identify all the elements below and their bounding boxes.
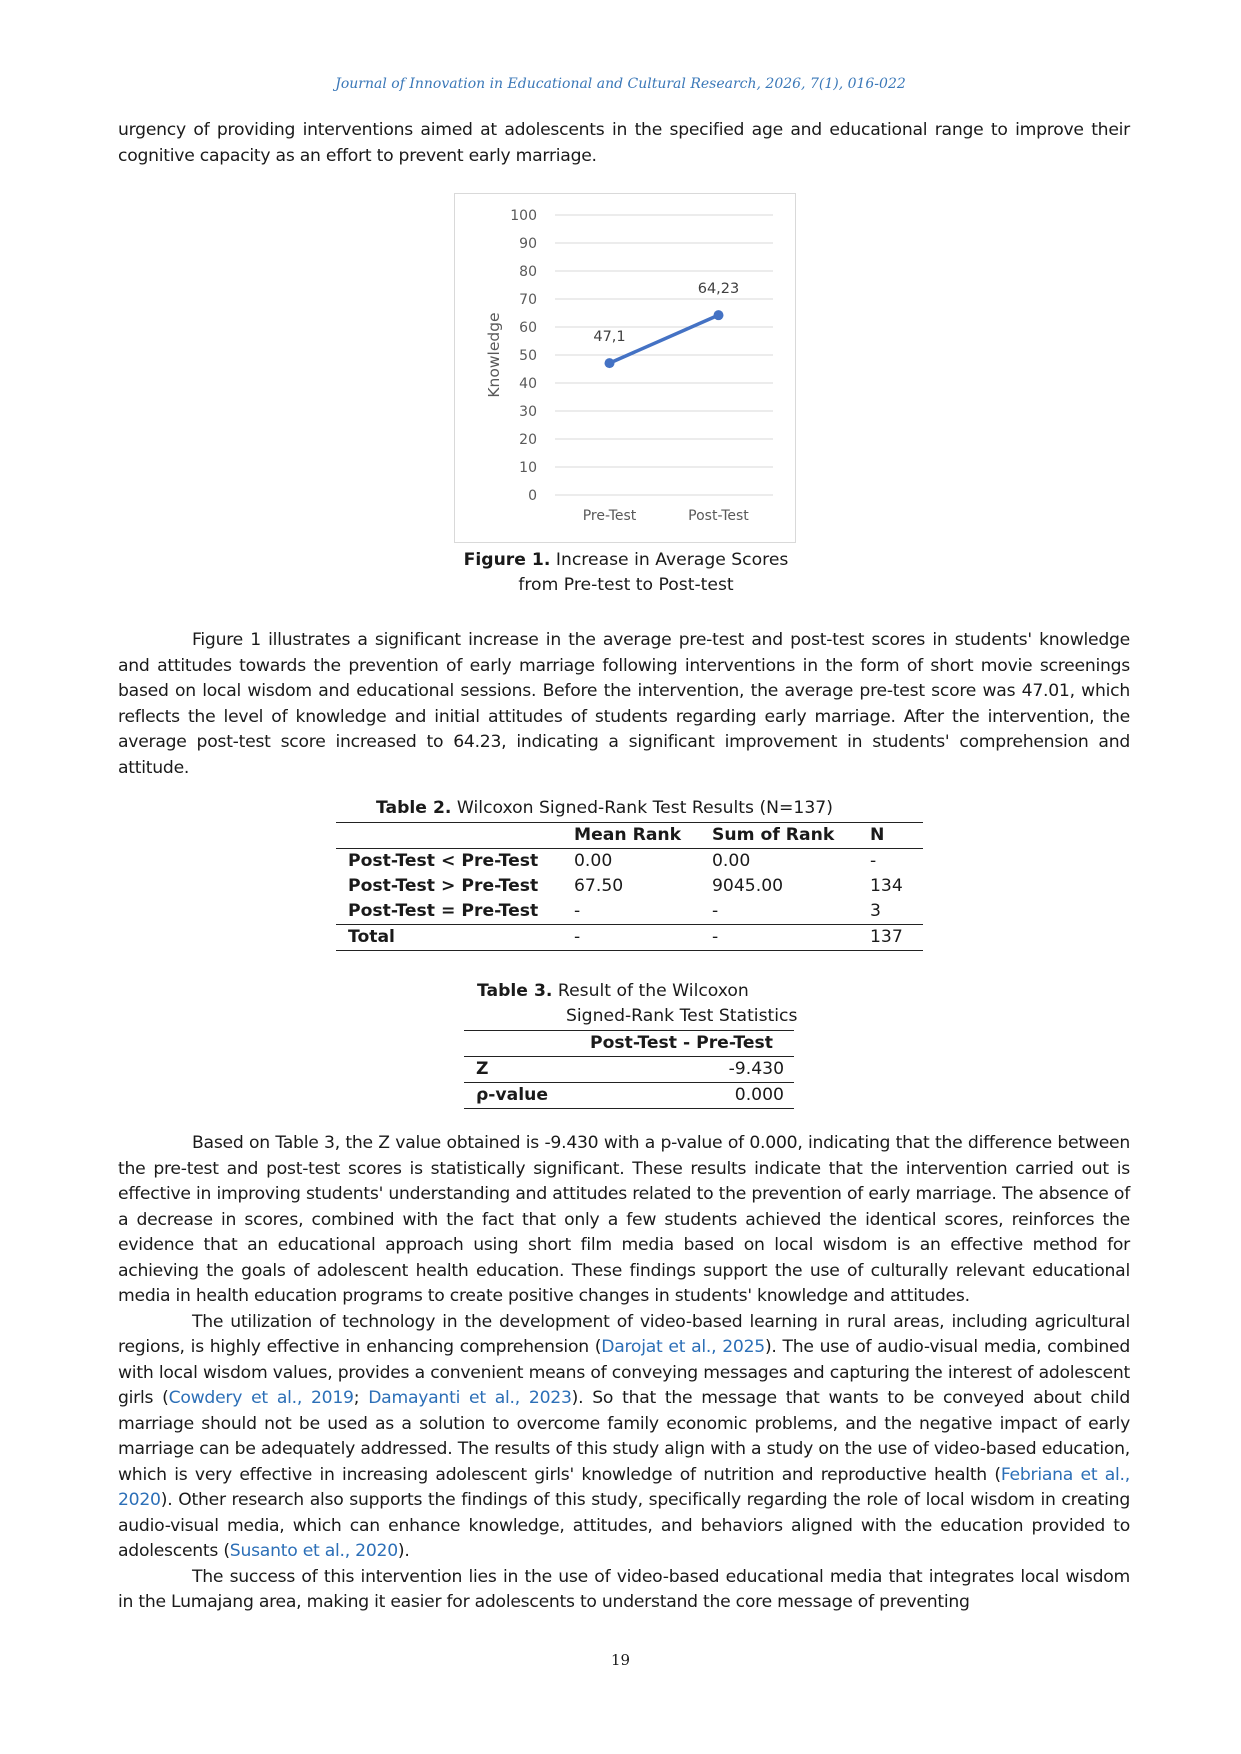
table2-cell: - (870, 851, 877, 871)
table2 (336, 822, 923, 951)
paragraph-figure-discussion (118, 628, 1130, 781)
series-line (610, 315, 719, 363)
data-point (714, 310, 724, 320)
table3-row-label: Z (464, 1057, 569, 1083)
figure1-caption (452, 548, 800, 598)
data-label: 64,23 (697, 281, 740, 298)
table-row-total (336, 925, 923, 951)
data-point (605, 358, 615, 368)
citation-link[interactable]: Darojat et al., 2025 (601, 1337, 765, 1357)
table-row (464, 1083, 794, 1109)
y-tick-label: 60 (519, 320, 537, 336)
table2-cell: - (712, 901, 719, 921)
table-row (336, 849, 923, 875)
paragraph-intro: urgency of providing interventions aimed at adolescents in the specified age and educational range to improve their cognitive capacity as an effort to prevent early marriage. (118, 120, 1130, 166)
table3-title-line1: Result of the Wilcoxon (557, 981, 749, 1001)
table2-cell: 137 (864, 925, 923, 951)
discussion-text (118, 1131, 1130, 1616)
table2-label: Table 2. (376, 798, 452, 818)
paragraph-text: The success of this intervention lies in the use of video-based educational media that integrates local wisdom in the Lumajang area, making it easier for adolescents to understand the core message of preventing (118, 1566, 1130, 1612)
table2-cell: 9045.00 (712, 876, 784, 896)
table2-header-cell: N (864, 823, 923, 849)
table3-row-label: ρ-value (476, 1085, 549, 1105)
table2-cell: 0.00 (574, 851, 613, 871)
table3-title-line2: Signed-Rank Test Statistics (566, 1006, 798, 1026)
paragraph-text: ). The use of audio-visual media, combined with local wisdom values, provides a convenient means of conveying messages and capturing the interest of adolescent girls ( (118, 1337, 1131, 1408)
y-tick-label: 50 (519, 348, 537, 364)
table2-caption (376, 796, 833, 821)
x-tick-label: Post-Test (688, 508, 749, 524)
y-tick-label: 30 (519, 404, 537, 420)
line-chart (455, 194, 797, 544)
paragraph-success (118, 1565, 1130, 1616)
table2-row-label: Total (336, 925, 568, 951)
paragraph-table3-discussion (118, 1131, 1130, 1310)
paragraph-text: ). (397, 1541, 410, 1561)
paragraph-text: ). Other research also supports the findings of this study, specifically regarding the role of local wisdom in creating audio-visual media, which can enhance knowledge, attitudes, and behaviors aligned with the education provided to adolescents ( (118, 1490, 1130, 1561)
y-axis-label: Knowledge (485, 312, 503, 398)
table2-header-cell (336, 823, 568, 849)
table2-title: Wilcoxon Signed-Rank Test Results (N=137) (456, 798, 833, 818)
table3 (464, 1030, 794, 1109)
y-tick-label: 0 (528, 488, 537, 504)
paragraph-text: Based on Table 3, the Z value obtained is -9.430 with a p-value of 0.000, indicating that the difference between the pre-test and post-test scores is statistically significant. These results indicate that the intervention carried out is effective in improving students' understanding and attitudes related to the prevention of early marriage. The absence of a decrease in scores, combined with the fact that only a few students achieved the identical scores, reinforces the evidence that an educational approach using short film media based on local wisdom is an effective method for achieving the goals of adolescent health education. These findings support the use of culturally relevant educational media in health education programs to create positive changes in students' knowledge and attitudes. (118, 1133, 1130, 1306)
paragraph-text: The utilization of technology in the development of video-based learning in rural areas, including agricultural regions, is highly effective in enhancing comprehension ( (118, 1311, 1130, 1357)
y-tick-label: 10 (519, 460, 537, 476)
table3-header-empty (464, 1031, 569, 1057)
table3-header-cell: Post-Test - Pre-Test (569, 1031, 794, 1057)
table2-row-label: Post-Test = Pre-Test (348, 901, 539, 921)
citation-link[interactable]: Susanto et al., 2020 (229, 1541, 398, 1561)
table2-cell: 3 (870, 901, 881, 921)
table-row (336, 874, 923, 899)
figure1-label: Figure 1. (463, 550, 551, 570)
y-tick-label: 70 (519, 292, 537, 308)
table-row (464, 1057, 794, 1083)
table2-cell: - (568, 925, 706, 951)
table2-row-label: Post-Test < Pre-Test (348, 851, 539, 871)
paragraph-figure-text: Figure 1 illustrates a significant increase in the average pre-test and post-test scores in students' knowledge and attitudes towards the prevention of early marriage following interventions in the form of short movie screenings based on local wisdom and educational sessions. Before the intervention, the average pre-test score was 47.01, which reflects the level of knowledge and initial attitudes of students regarding early marriage. After the intervention, the average post-test score increased to 64.23, indicating a significant improvement in students' comprehension and attitude. (118, 630, 1130, 778)
citation-link[interactable]: Damayanti et al., 2023 (368, 1388, 572, 1408)
paragraph-text: ; (353, 1388, 369, 1408)
citation-link[interactable]: Febriana et al., 2020 (118, 1464, 1130, 1510)
data-label: 47,1 (593, 329, 626, 346)
y-tick-label: 80 (519, 264, 537, 280)
y-tick-label: 20 (519, 432, 537, 448)
y-tick-label: 100 (510, 208, 537, 224)
x-tick-label: Pre-Test (582, 508, 637, 524)
table2-cell: 67.50 (574, 876, 624, 896)
table3-caption (477, 979, 797, 1029)
citation-link[interactable]: Cowdery et al., 2019 (168, 1388, 354, 1408)
table2-cell: - (574, 901, 581, 921)
y-tick-label: 40 (519, 376, 537, 392)
y-tick-label: 90 (519, 236, 537, 252)
table2-header-cell: Mean Rank (568, 823, 706, 849)
figure1-text: Increase in Average Scores from Pre-test to Post-test (518, 550, 789, 595)
table3-header-row (464, 1031, 794, 1057)
table2-header-cell: Sum of Rank (706, 823, 864, 849)
table2-cell: 134 (870, 876, 903, 896)
table2-cell: - (706, 925, 864, 951)
page-number: 19 (610, 1651, 631, 1669)
table3-cell: 0.000 (734, 1085, 784, 1105)
table2-cell: 0.00 (712, 851, 751, 871)
table2-header-row (336, 823, 923, 849)
table3-cell: -9.430 (569, 1057, 794, 1083)
table-row (336, 899, 923, 925)
paragraph-technology (118, 1310, 1130, 1565)
journal-header: Journal of Innovation in Educational and Cultural Research, 2026, 7(1), 016-022 (335, 76, 906, 92)
figure1-chart (454, 193, 796, 543)
paragraph-text: ). So that the message that wants to be conveyed about child marriage should not be used as a solution to overcome family economic problems, and the negative impact of early marriage can be adequately addressed. The results of this study align with a study on the use of video-based education, which is very effective in increasing adolescent girls' knowledge of nutrition and reproductive health ( (118, 1388, 1130, 1485)
table2-row-label: Post-Test > Pre-Test (348, 876, 539, 896)
table3-label: Table 3. (477, 981, 553, 1001)
